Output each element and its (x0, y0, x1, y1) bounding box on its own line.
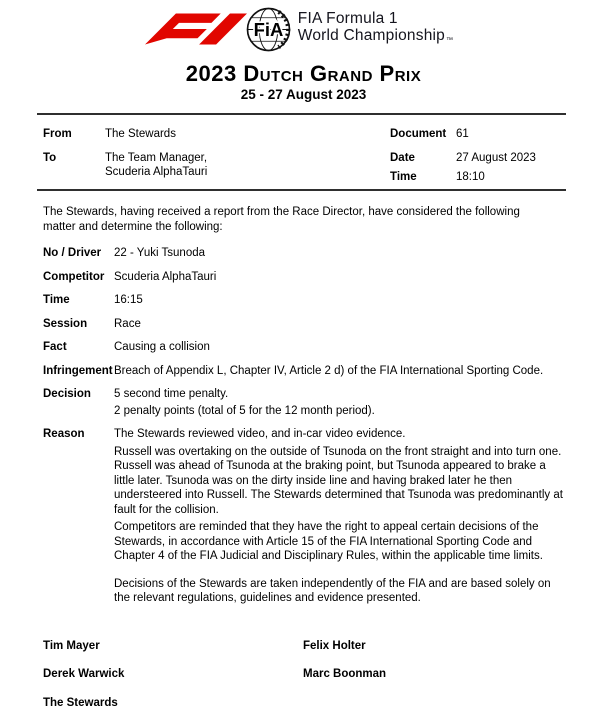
steward-name-felix-holter: Felix Holter (303, 639, 564, 654)
event-dates: 25 - 27 August 2023 (43, 87, 564, 103)
driver-value: 22 - Yuki Tsunoda (114, 246, 564, 261)
meta-table (43, 127, 564, 180)
meta-right (390, 127, 570, 194)
session-value: Race (114, 317, 564, 332)
date-value: 27 August 2023 (456, 151, 570, 166)
divider-top (37, 113, 566, 115)
event-title: 2023 Dutch Grand Prix (43, 62, 564, 86)
decision-line1: 5 second time penalty. (114, 387, 564, 402)
fact-label: Fact (43, 340, 114, 355)
decision-line2: 2 penalty points (total of 5 for the 12 month period). (114, 404, 564, 419)
time-value-field: 16:15 (114, 293, 564, 308)
signature-row-2 (43, 667, 564, 682)
decision-value (114, 387, 564, 418)
infringement-label: Infringement (43, 364, 114, 379)
intro-paragraph: The Stewards, having received a report from the Race Director, have considered the following matter and determine the following: (43, 205, 555, 234)
document-label: Document (390, 127, 456, 142)
steward-name-tim-mayer: Tim Mayer (43, 639, 303, 654)
paragraph-gap (114, 567, 564, 577)
time-row (390, 170, 570, 185)
field-row-decision (43, 387, 564, 418)
reason-value (114, 427, 564, 609)
fact-value: Causing a collision (114, 340, 564, 355)
brand-line2: World Championship (298, 27, 445, 44)
reason-paragraph-1: The Stewards reviewed video, and in-car video evidence. (114, 427, 564, 442)
brand-line2-wrap (298, 28, 453, 48)
document-row (390, 127, 570, 142)
infringement-value: Breach of Appendix L, Chapter IV, Article 2 d) of the FIA International Sporting Code. (114, 364, 564, 379)
from-label: From (43, 127, 105, 142)
field-row-fact (43, 340, 564, 355)
competitor-value: Scuderia AlphaTauri (114, 270, 564, 285)
time-value: 18:10 (456, 170, 570, 185)
field-row-session (43, 317, 564, 332)
reason-label: Reason (43, 427, 114, 609)
steward-name-marc-boonman: Marc Boonman (303, 667, 564, 682)
field-row-competitor (43, 270, 564, 285)
to-value-line2: Scuderia AlphaTauri (105, 165, 564, 180)
fia-logo-icon (245, 6, 292, 53)
document-value: 61 (456, 127, 570, 142)
decision-fields (43, 246, 564, 609)
field-row-driver (43, 246, 564, 261)
signature-row-1 (43, 639, 564, 654)
from-value: The Stewards (105, 127, 564, 142)
date-label: Date (390, 151, 456, 166)
brand-line1: FIA Formula 1 (298, 11, 453, 28)
field-row-infringement (43, 364, 564, 379)
trademark-symbol: ™ (446, 37, 453, 44)
fia-monogram: FiA (253, 19, 283, 40)
time-label-field: Time (43, 293, 114, 308)
field-row-time (43, 293, 564, 308)
competitor-label: Competitor (43, 270, 114, 285)
signature-closing: The Stewards (43, 696, 564, 710)
reason-paragraph-4: Decisions of the Stewards are taken independently of the FIA and are based solely on the relevant regulations, guidelines and evidence presented. (114, 577, 564, 606)
signatures (43, 639, 564, 710)
date-row (390, 151, 570, 166)
session-label: Session (43, 317, 114, 332)
field-row-reason (43, 427, 564, 609)
driver-label: No / Driver (43, 246, 114, 261)
time-label: Time (390, 170, 456, 185)
reason-paragraph-2: Russell was overtaking on the outside of Tsunoda on the front straight and into turn one. Russell was ahead of Tsunoda at the braking point, but Tsunoda appeared to brake a little later. Tsunoda was on the dirty inside line and having braked later he then understeered into Russell. The Stewards determined that Tsunoda was predominantly at fault for the collision. (114, 445, 564, 518)
to-value-line1: The Team Manager, (105, 151, 564, 166)
steward-name-derek-warwick: Derek Warwick (43, 667, 303, 682)
f1-logo-icon (142, 12, 250, 46)
reason-paragraph-3: Competitors are reminded that they have the right to appeal certain decisions of the Stewards, in accordance with Article 15 of the FIA International Sporting Code and Chapter 4 of the FIA Judicial and Disciplinary Rules, within the applicable time limits. (114, 520, 564, 564)
to-label: To (43, 151, 105, 180)
header (31, 6, 564, 52)
decision-label: Decision (43, 387, 114, 418)
brand-text (298, 11, 453, 47)
